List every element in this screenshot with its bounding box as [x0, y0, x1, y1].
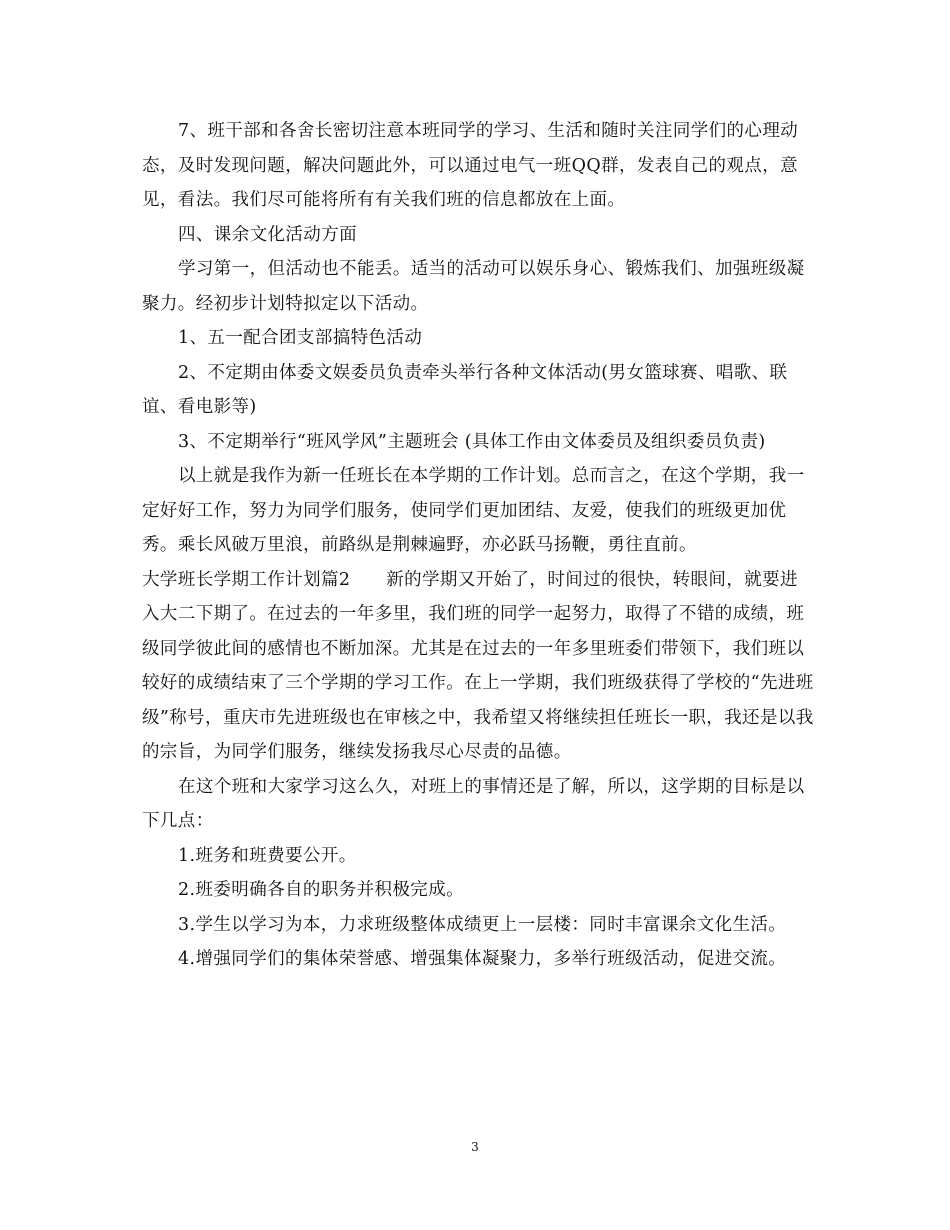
list-item: 1、五一配合团支部搞特色活动 [178, 328, 423, 348]
article-heading-paragraph: 大学班长学期工作计划篇2 新的学期又开始了，时间过的很快，转眼间，就要进入大二下期了。在过去的一年多里，我们班的同学一起努力，取得了不错的成绩，班级同学彼此间的感情也不断加深。尤其是在过去的一年多里班委们带领下，我们班以较好的成绩结束了三个学期的学习工作。在上一学期，我们班级获得了学校的“先进班级”称号，重庆市先进班级也在审核之中，我希望又将继续担任班长一职，我还是以我的宗旨，为同学们服务，继续发扬我尽心尽责的品德。 [142, 569, 814, 762]
list-item: 2.班委明确各自的职务并积极完成。 [178, 880, 464, 900]
paragraph: 以上就是我作为新一任班长在本学期的工作计划。总而言之，在这个学期，我一定好好工作，努力为同学们服务，使同学们更加团结、友爱，使我们的班级更加优秀。乘长风破万里浪，前路纵是荆棘遍野，亦必跃马扬鞭，勇往直前。 [142, 466, 805, 555]
list-item: 3.学生以学习为本，力求班级整体成绩更上一层楼：同时丰富课余文化生活。 [178, 914, 787, 935]
paragraph: 在这个班和大家学习这么久，对班上的事情还是了解，所以，这学期的目标是以下几点： [142, 776, 805, 831]
list-item: 3、不定期举行“班风学风”主题班会 (具体工作由文体委员及组织委员负责) [178, 431, 766, 452]
page-number: 3 [471, 1140, 479, 1154]
list-item: 4.增强同学们的集体荣誉感、增强集体凝聚力，多举行班级活动，促进交流。 [178, 949, 787, 969]
body-text [142, 114, 814, 977]
section-heading: 四、课余文化活动方面 [178, 224, 357, 245]
paragraph: 7、班干部和各舍长密切注意本班同学的学习、生活和随时关注同学们的心理动态，及时发现问题，解决问题此外，可以通过电气一班QQ群，发表自己的观点，意见，看法。我们尽可能将所有有关我们班的信息都放在上面。 [142, 121, 799, 210]
list-item: 1.班务和班费要公开。 [178, 845, 357, 866]
list-item: 2、不定期由体委文娱委员负责牵头举行各种文体活动(男女篮球赛、唱歌、联谊、看电影等) [142, 362, 788, 417]
paragraph: 学习第一，但活动也不能丢。适当的活动可以娱乐身心、锻炼我们、加强班级凝聚力。经初步计划特拟定以下活动。 [142, 259, 805, 314]
